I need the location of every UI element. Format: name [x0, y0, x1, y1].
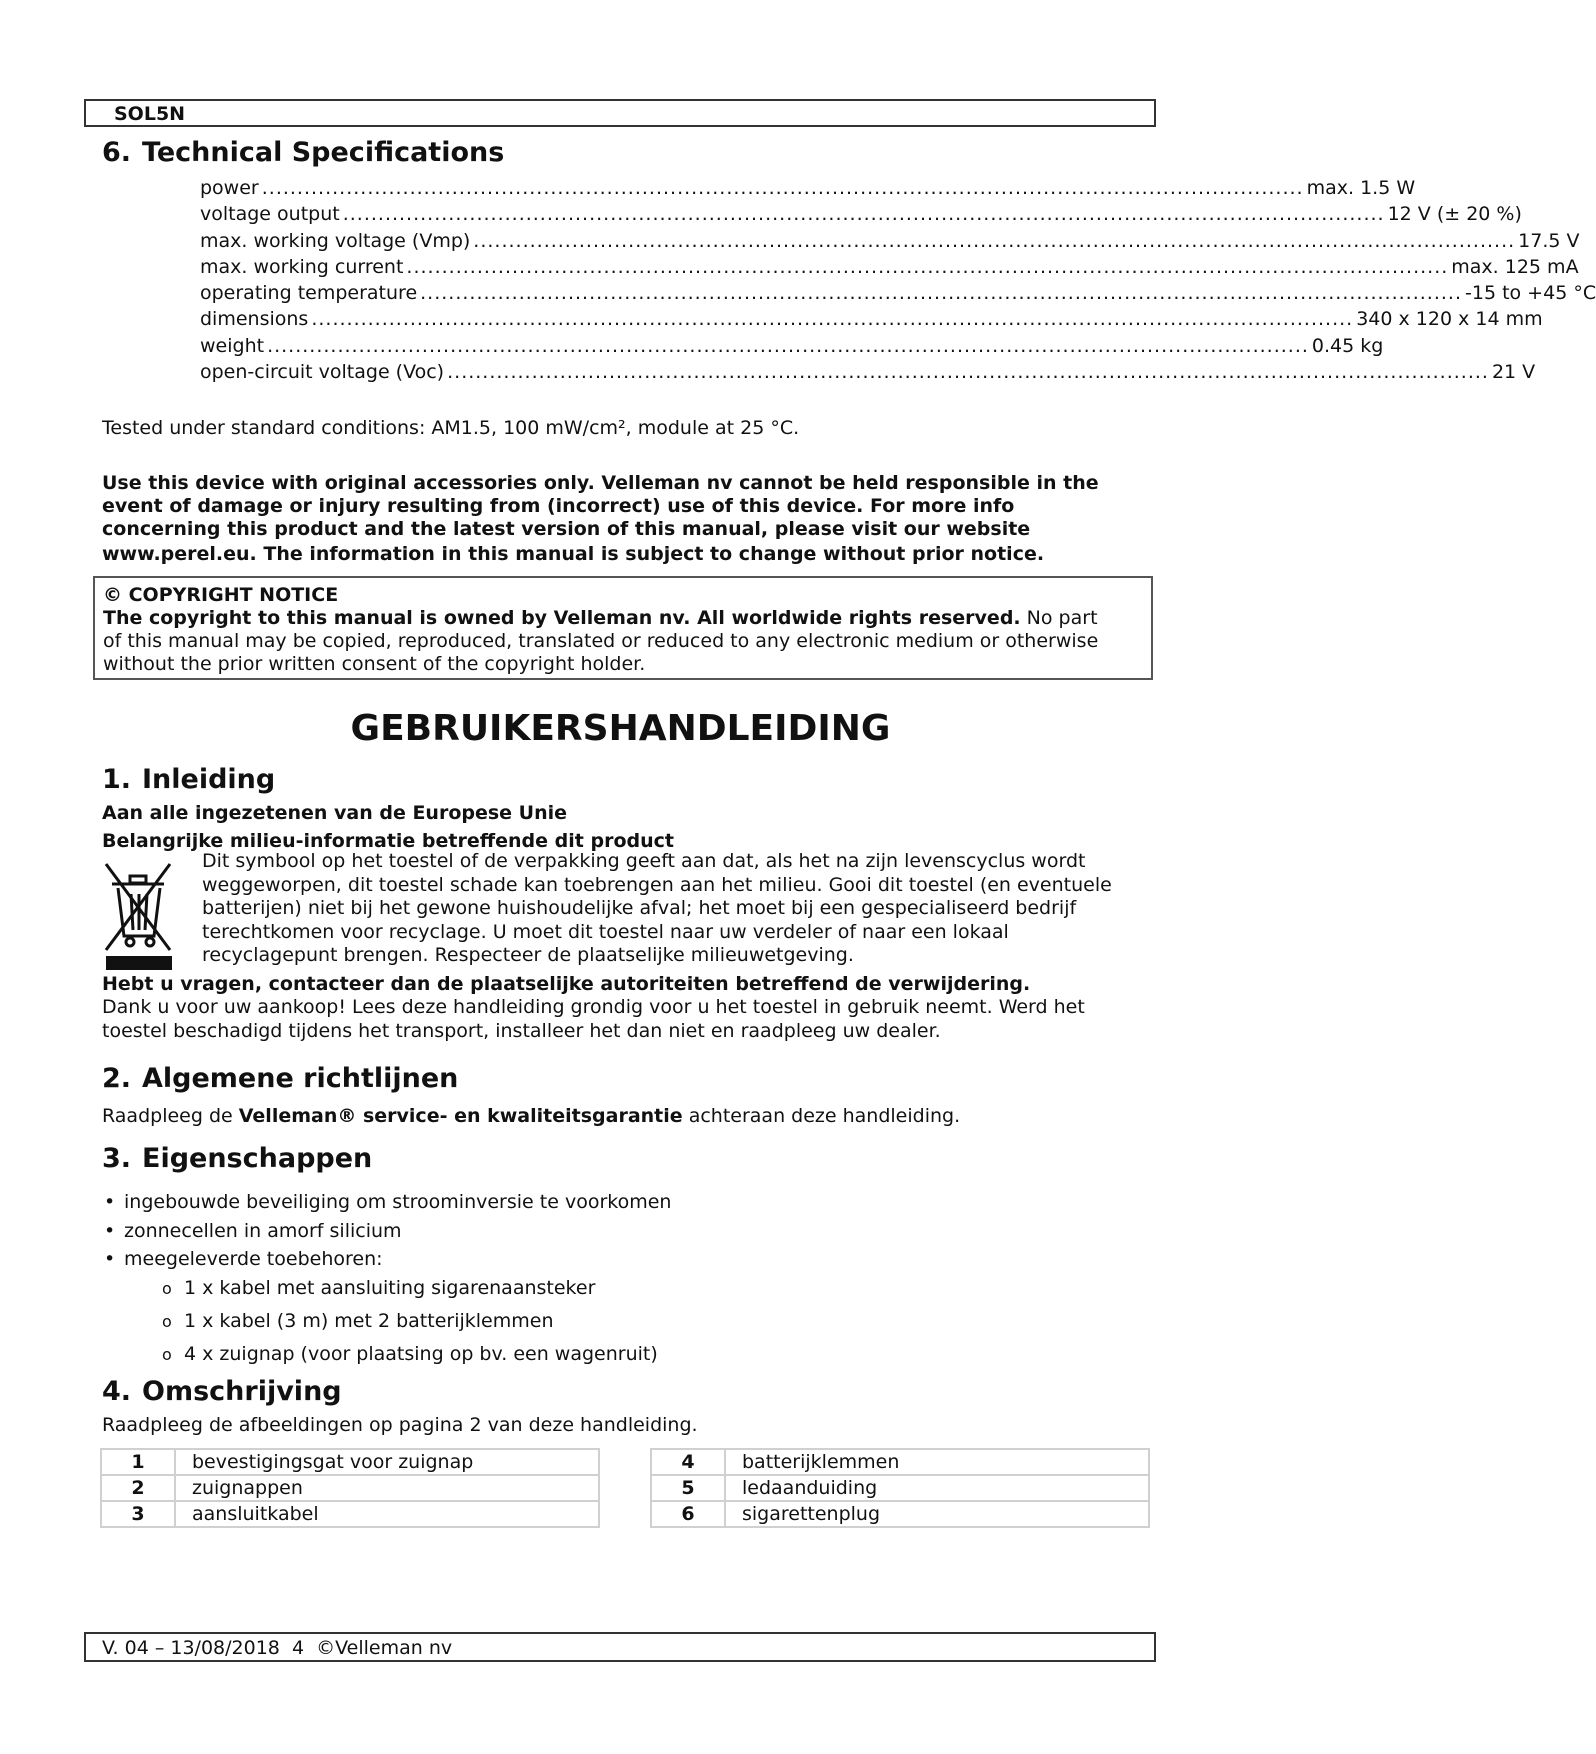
disclaimer-line: event of damage or injury resulting from (incorrect) use of this device. For more info: [102, 495, 1015, 517]
thanks-line: Dank u voor uw aankoop! Lees deze handleiding grondig voor u het toestel in gebruik neemt. Werd het: [102, 996, 1085, 1018]
specs-heading-number: 6.: [102, 137, 132, 168]
footer-text: V. 04 – 13/08/2018 4 ©Velleman nv: [102, 1637, 453, 1659]
section3-title: Eigenschappen: [142, 1143, 373, 1174]
copyright-line: [103, 607, 1143, 630]
copyright-notice: [93, 576, 1153, 680]
section4-heading: [102, 1376, 342, 1407]
part-number: 3: [101, 1501, 175, 1527]
header-box: [84, 99, 1156, 127]
part-description: zuignappen: [175, 1475, 599, 1501]
section1-sub2: Belangrijke milieu-informatie betreffende dit product: [102, 830, 674, 852]
list-item: • meegeleverde toebehoren:: [104, 1246, 671, 1272]
part-number: 5: [651, 1475, 725, 1501]
section1-heading: [102, 764, 275, 795]
spec-value: 17.5 V: [1518, 229, 1580, 252]
weee-line: batterijen) niet bij het gewone huishoudelijke afval; het moet bij een gespecialiseerd bedrijf: [202, 897, 1077, 919]
dot-leader: ....................................................................................................................................................: [261, 177, 1304, 199]
section1-sub1: Aan alle ingezetenen van de Europese Unie: [102, 802, 568, 824]
part-description: batterijklemmen: [725, 1449, 1149, 1475]
table-row: [651, 1475, 1149, 1501]
specs-heading: [102, 137, 504, 168]
spec-value: 21 V: [1491, 361, 1536, 384]
copyright-heading: © COPYRIGHT NOTICE: [103, 584, 339, 606]
spec-label: max. working current: [200, 255, 404, 278]
weee-line: recyclagepunt brengen. Respecteer de plaatselijke milieuwetgeving.: [202, 944, 854, 966]
part-number: 6: [651, 1501, 725, 1527]
spec-value: 0.45 kg: [1311, 334, 1384, 357]
manual-title: GEBRUIKERSHANDLEIDING: [350, 708, 891, 749]
weee-bin-icon: [104, 858, 174, 970]
spec-row: [200, 201, 1522, 227]
disclaimer-line: www.perel.eu. The information in this manual is subject to change without prior notice.: [102, 543, 1045, 565]
section4-text: Raadpleeg de afbeeldingen op pagina 2 van deze handleiding.: [102, 1414, 698, 1436]
table-row: [651, 1501, 1149, 1527]
feature-list: [104, 1188, 671, 1371]
disclaimer-line: concerning this product and the latest version of this manual, please visit our website: [102, 518, 1031, 540]
dot-leader: ....................................................................................................................................................: [473, 229, 1516, 252]
weee-text: [202, 850, 1112, 968]
model-name: SOL5N: [114, 103, 186, 125]
sub-list-item: o 4 x zuignap (voor plaatsing op bv. een wagenruit): [104, 1338, 671, 1371]
tested-note: Tested under standard conditions: AM1.5, 100 mW/cm², module at 25 °C.: [102, 417, 800, 439]
table-row: [101, 1501, 599, 1527]
section2-number: 2.: [102, 1063, 132, 1094]
section1-title: Inleiding: [142, 764, 276, 795]
part-description: aansluitkabel: [175, 1501, 599, 1527]
copyright-line: of this manual may be copied, reproduced, translated or reduced to any electronic medium or otherwise: [103, 630, 1099, 652]
thanks-line: toestel beschadigd tijdens het transport, installeer het dan niet en raadpleeg uw dealer.: [102, 1019, 941, 1042]
weee-line: weggeworpen, dit toestel schade kan toebrengen aan het milieu. Gooi dit toestel (en eventuele: [202, 873, 1112, 896]
spec-row: [200, 333, 1384, 359]
section2-heading: [102, 1063, 458, 1094]
copyright-bold: The copyright to this manual is owned by Velleman nv. All worldwide rights reserved.: [103, 607, 1021, 629]
part-description: ledaanduiding: [725, 1475, 1149, 1501]
thanks-text: [102, 996, 1085, 1043]
dot-leader: ....................................................................................................................................................: [311, 308, 1354, 331]
spec-label: operating temperature: [200, 282, 418, 305]
parts-table-right: [650, 1448, 1150, 1528]
spec-label: weight: [200, 334, 265, 357]
spec-label: voltage output: [200, 203, 340, 226]
section2-post: achteraan deze handleiding.: [682, 1105, 961, 1127]
spec-label: dimensions: [200, 308, 309, 331]
disclaimer: [102, 472, 1099, 566]
spec-row: [200, 254, 1579, 280]
disclaimer-line: Use this device with original accessories only. Velleman nv cannot be held responsible in the: [102, 472, 1099, 494]
spec-row: [200, 175, 1416, 201]
specs-heading-title: Technical Specifications: [142, 137, 505, 168]
dot-leader: ....................................................................................................................................................: [267, 334, 1309, 357]
section2-title: Algemene richtlijnen: [142, 1063, 459, 1094]
part-number: 1: [101, 1449, 175, 1475]
section2-text: [102, 1105, 960, 1128]
part-description: bevestigingsgat voor zuignap: [175, 1449, 599, 1475]
section3-number: 3.: [102, 1143, 132, 1174]
copyright-line: without the prior written consent of the copyright holder.: [103, 653, 646, 675]
spec-value: -15 to +45 °C: [1465, 282, 1596, 305]
spec-row: [200, 280, 1596, 306]
weee-line: terechtkomen voor recyclage. U moet dit toestel naar uw verdeler of naar een lokaal: [202, 920, 1009, 943]
table-row: [101, 1449, 599, 1475]
spec-list: [200, 175, 1596, 385]
section4-number: 4.: [102, 1376, 132, 1407]
spec-label: open-circuit voltage (Voc): [200, 361, 445, 384]
copyright-rest: No part: [1020, 607, 1098, 629]
weee-line: Dit symbool op het toestel of de verpakking geeft aan dat, als het na zijn levenscyclus wordt: [202, 850, 1086, 872]
spec-row: [200, 228, 1580, 254]
spec-label: max. working voltage (Vmp): [200, 229, 471, 252]
section4-title: Omschrijving: [142, 1376, 342, 1407]
spec-value: max. 125 mA: [1451, 255, 1579, 278]
part-number: 2: [101, 1475, 175, 1501]
spec-value: max. 1.5 W: [1306, 177, 1416, 199]
part-number: 4: [651, 1449, 725, 1475]
section2-pre: Raadpleeg de: [102, 1105, 239, 1127]
dot-leader: ....................................................................................................................................................: [420, 282, 1462, 305]
spec-row: [200, 306, 1543, 332]
warranty-link-text: Velleman® service- en kwaliteitsgarantie: [238, 1105, 683, 1127]
dot-leader: ....................................................................................................................................................: [342, 203, 1385, 226]
list-item: • zonnecellen in amorf silicium: [104, 1217, 671, 1246]
spec-value: 12 V (± 20 %): [1387, 203, 1522, 226]
dot-leader: ....................................................................................................................................................: [447, 361, 1489, 384]
spec-value: 340 x 120 x 14 mm: [1356, 308, 1543, 331]
dot-leader: ....................................................................................................................................................: [406, 255, 1449, 278]
part-description: sigarettenplug: [725, 1501, 1149, 1527]
sub-list-item: o 1 x kabel met aansluiting sigarenaansteker: [104, 1272, 671, 1305]
spec-row: [200, 359, 1536, 385]
table-row: [651, 1449, 1149, 1475]
sub-list-item: o 1 x kabel (3 m) met 2 batterijklemmen: [104, 1305, 671, 1338]
spec-label: power: [200, 177, 259, 199]
footer-box: [84, 1632, 1156, 1662]
section1-number: 1.: [102, 764, 132, 795]
section3-heading: [102, 1143, 372, 1174]
list-item: • ingebouwde beveiliging om stroominversie te voorkomen: [104, 1188, 671, 1217]
table-row: [101, 1475, 599, 1501]
questions-line: Hebt u vragen, contacteer dan de plaatselijke autoriteiten betreffend de verwijdering.: [102, 973, 1031, 995]
parts-table-left: [100, 1448, 600, 1528]
